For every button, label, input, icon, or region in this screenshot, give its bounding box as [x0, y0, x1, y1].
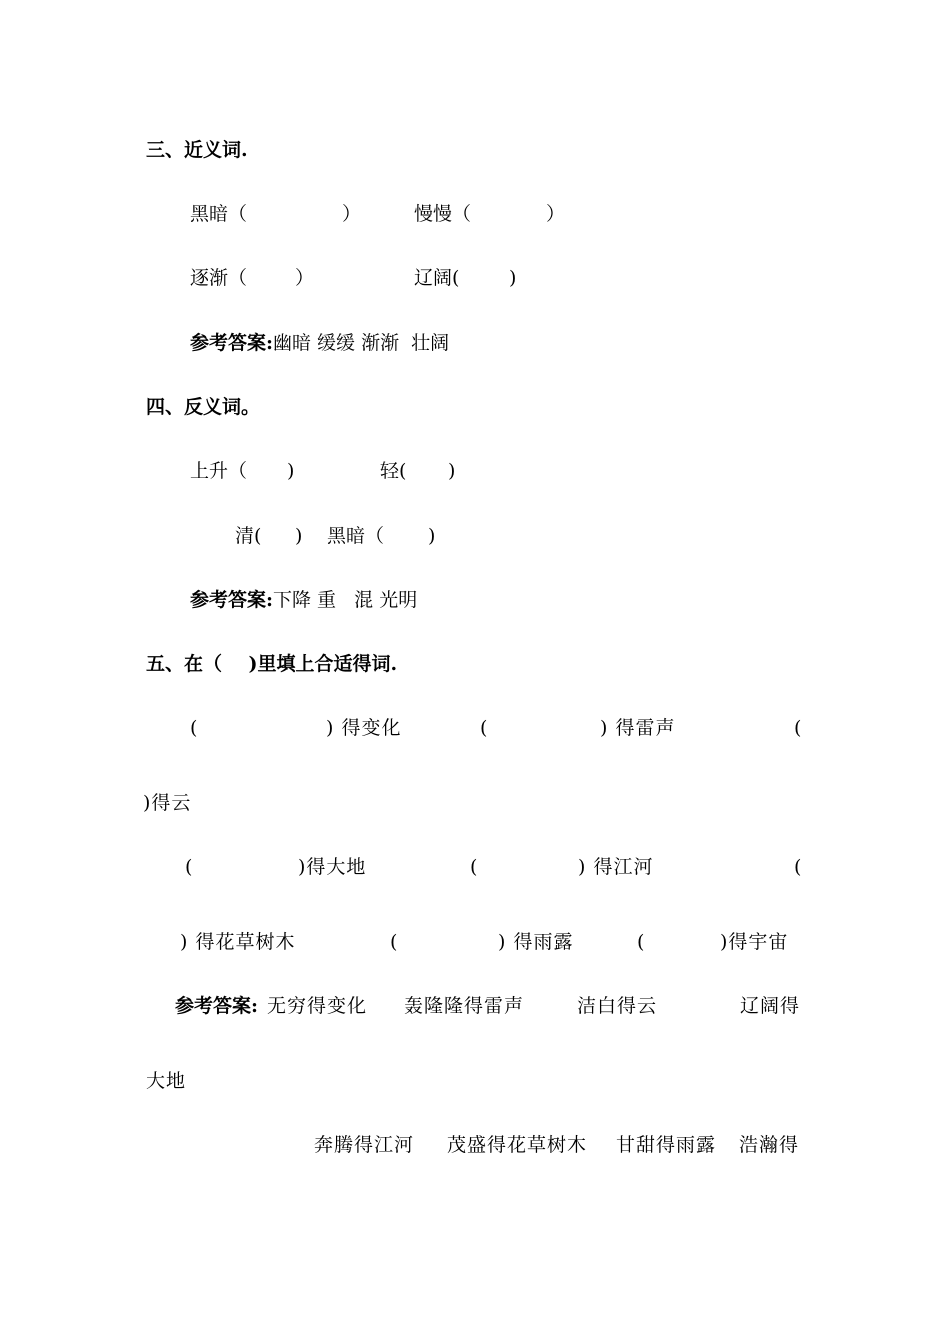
section-5-heading: 五、在（ )里填上合适得词.	[146, 653, 398, 675]
fill-item: )得云	[143, 792, 192, 814]
fill-item: ) 得江河	[578, 856, 654, 878]
answer-text: 茂盛得花草树木	[447, 1134, 588, 1156]
blank-open: (	[390, 931, 398, 953]
blank-close: )	[509, 267, 517, 289]
answer-text: 下降 重 混 光明	[273, 589, 418, 611]
answer-text: 辽阔得	[740, 995, 801, 1017]
answer-text: 甘甜得雨露	[616, 1134, 717, 1156]
answer-text: 洁白得云	[577, 995, 658, 1017]
blank-open: (	[470, 856, 478, 878]
synonym-item: 逐渐（	[190, 267, 248, 289]
antonym-item: 轻(	[380, 460, 407, 482]
blank-open: (	[185, 856, 193, 878]
answer-text: 浩瀚得	[739, 1134, 800, 1156]
answer-line	[190, 331, 449, 355]
answer-text: 大地	[146, 1070, 187, 1092]
synonym-item: 慢慢（	[414, 203, 472, 225]
antonym-item: 黑暗（	[327, 525, 385, 547]
antonym-item: 清(	[235, 525, 262, 547]
fill-item: )得大地	[298, 856, 367, 878]
answer-text: 无穷得变化	[267, 995, 368, 1017]
answer-text: 奔腾得江河	[314, 1134, 415, 1156]
synonym-item: 黑暗（	[190, 203, 248, 225]
blank-close: )	[448, 460, 456, 482]
answer-label: 参考答案:	[190, 589, 274, 611]
answer-text: 幽暗 缓缓 渐渐 壮阔	[273, 332, 450, 354]
answer-text: 轰隆隆得雷声	[404, 995, 525, 1017]
fill-item: )得宇宙	[720, 931, 789, 953]
fill-item: ) 得变化	[326, 717, 402, 739]
section-3-heading: 三、近义词.	[146, 139, 248, 161]
fill-item: ) 得雷声	[600, 717, 676, 739]
blank-open: (	[637, 931, 645, 953]
blank-close: )	[295, 525, 303, 547]
answer-label: 参考答案:	[175, 995, 259, 1017]
blank-close: ）	[295, 267, 315, 289]
answer-label: 参考答案:	[190, 332, 274, 354]
antonym-item: 上升（	[190, 460, 248, 482]
blank-open: (	[794, 856, 802, 878]
blank-close: )	[428, 525, 436, 547]
fill-item: ) 得雨露	[498, 931, 574, 953]
section-4-heading: 四、反义词。	[146, 396, 261, 418]
blank-open: (	[480, 717, 488, 739]
blank-open: (	[794, 717, 802, 739]
blank-close: ）	[342, 203, 362, 225]
synonym-item: 辽阔(	[414, 267, 460, 289]
answer-line	[190, 588, 417, 612]
fill-item: ) 得花草树木	[180, 931, 296, 953]
blank-close: ）	[546, 203, 566, 225]
blank-close: )	[287, 460, 295, 482]
blank-open: (	[190, 717, 198, 739]
